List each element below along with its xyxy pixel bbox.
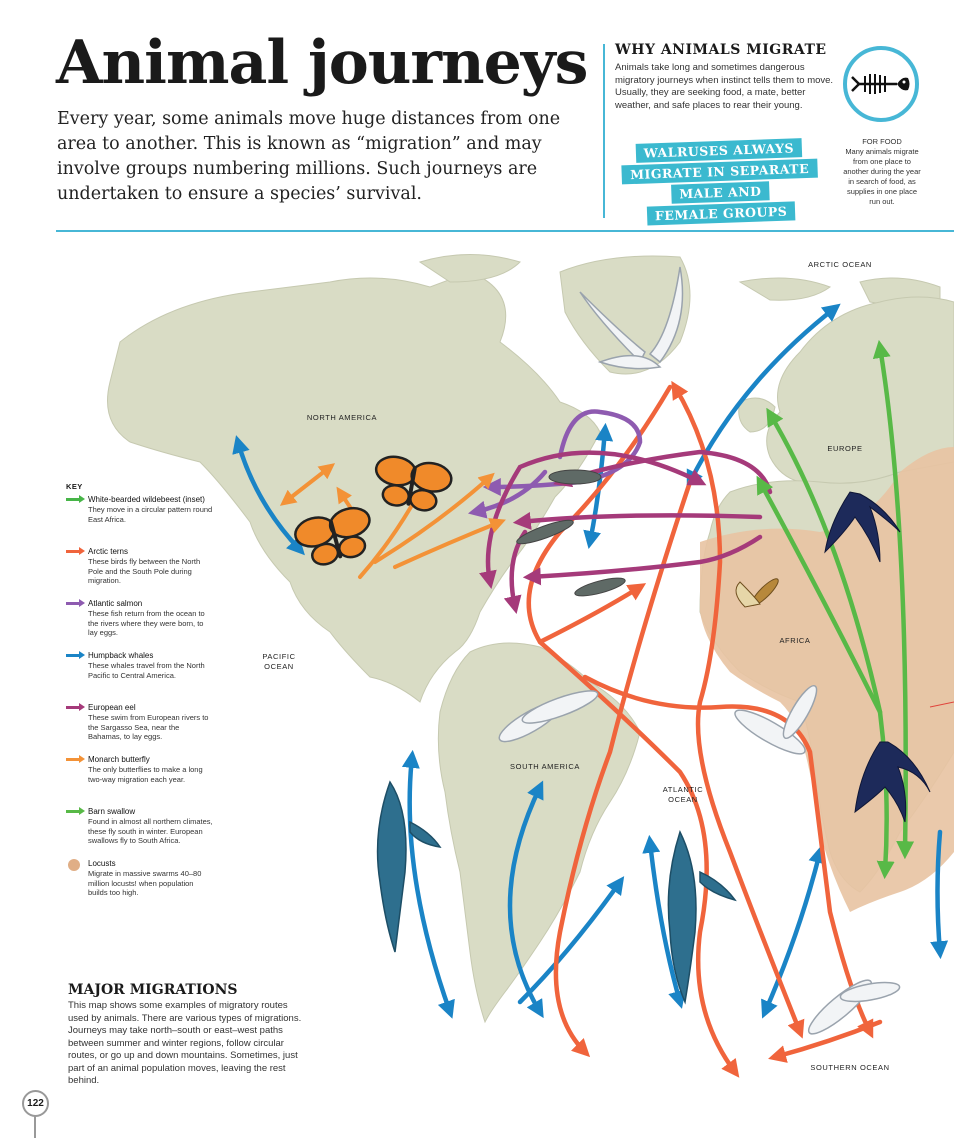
major-migrations-text: This map shows some examples of migratory routes used by animals. There are various types of migrations. Journeys may take north–south or east–west paths between summer and winter regions, follow circular routes, or go up and down mountains. Sometimes, just part of an animal population moves, leaving the rest behind. (68, 1000, 302, 1086)
key-item-desc: These fish return from the ocean to the rivers where they were born, to lay eggs. (88, 609, 205, 637)
intro-paragraph: Every year, some animals move huge distances from one area to another. This is known as “migration” and may involve groups numbering millions. Such journeys are undertaken to ensure a species’ survival. (57, 109, 561, 204)
key-item-name: White-bearded wildebeest (inset) (88, 495, 205, 504)
food-caption (843, 137, 921, 207)
key-item-barn-swallow (66, 807, 214, 847)
food-text: Many animals migrate from one place to another during the year in search of food, as supplies in one place run out. (843, 147, 921, 206)
food-heading: FOR FOOD (862, 137, 902, 146)
green-arrow-icon (66, 498, 82, 501)
sidebar-divider (603, 44, 605, 218)
key-item-monarch-butterfly (66, 755, 214, 795)
key-item-name: Barn swallow (88, 807, 136, 816)
key-item-desc: Found in almost all northern climates, these fly south in winter. European swallows fly to South Africa. (88, 817, 213, 845)
label-southern-ocean: SOUTHERN OCEAN (810, 1063, 890, 1072)
key-item-atlantic-salmon (66, 599, 214, 639)
page-number-stem (34, 1116, 36, 1138)
key-item-european-eel (66, 703, 214, 743)
banner-line: FEMALE GROUPS (647, 201, 796, 225)
page-title: Animal journeys (56, 28, 588, 98)
key-item-desc: These birds fly between the North Pole and the South Pole during migration. (88, 557, 201, 585)
walrus-banner (619, 137, 822, 228)
key-item-arctic-terns (66, 547, 214, 587)
key-item-wildebeest (66, 495, 214, 535)
key-item-desc: They move in a circular pattern round East Africa. (88, 505, 213, 524)
banner-line: MIGRATE IN SEPARATE (622, 159, 818, 185)
key-item-humpback-whales (66, 651, 214, 691)
key-item-name: Atlantic salmon (88, 599, 143, 608)
label-europe: EUROPE (827, 444, 863, 453)
page-number: 122 (22, 1090, 49, 1117)
key-item-desc: Migrate in massive swarms 40–80 million locusts! when population builds too high. (88, 869, 202, 897)
label-north-america: NORTH AMERICA (306, 413, 378, 422)
land-south-america (438, 643, 640, 1022)
why-heading: WHY ANIMALS MIGRATE (615, 42, 827, 58)
key-item-name: Locusts (88, 859, 116, 868)
red-arrow-icon (66, 550, 82, 553)
key-item-name: Humpback whales (88, 651, 154, 660)
orange-arrow-icon (66, 758, 82, 761)
key-item-name: Arctic terns (88, 547, 129, 556)
label-atlantic-ocean: ATLANTIC OCEAN (662, 785, 704, 804)
light-green-arrow-icon (66, 810, 82, 813)
purple-arrow-icon (66, 602, 82, 605)
why-text: Animals take long and sometimes dangerous migratory journeys when instinct tells them to move. Usually, they are seeking food, a mate, better weather, and safe places to rear their young. (615, 62, 834, 111)
key-item-desc: These whales travel from the North Pacific to Central America. (88, 661, 205, 680)
major-migrations-heading: MAJOR MIGRATIONS (68, 982, 238, 998)
magenta-arrow-icon (66, 706, 82, 709)
key-title: KEY (66, 482, 83, 491)
blue-arrow-icon (66, 654, 82, 657)
label-africa: AFRICA (779, 636, 811, 645)
label-pacific-ocean: PACIFIC OCEAN (262, 652, 296, 671)
banner-line: WALRUSES ALWAYS (635, 138, 802, 163)
locust-dot-icon (68, 859, 80, 871)
fish-skeleton-icon (843, 46, 919, 122)
label-south-america: SOUTH AMERICA (510, 762, 580, 771)
key-item-name: European eel (88, 703, 136, 712)
key-item-desc: The only butterflies to make a long two-way migration each year. (88, 765, 203, 784)
key-item-locusts (66, 859, 214, 899)
key-item-desc: These swim from European rivers to the Sargasso Sea, near the Bahamas, to lay eggs. (88, 713, 209, 741)
banner-line: MALE AND (671, 181, 770, 203)
key-item-name: Monarch butterfly (88, 755, 150, 764)
map-key (66, 482, 214, 911)
label-arctic-ocean: ARCTIC OCEAN (808, 260, 872, 269)
